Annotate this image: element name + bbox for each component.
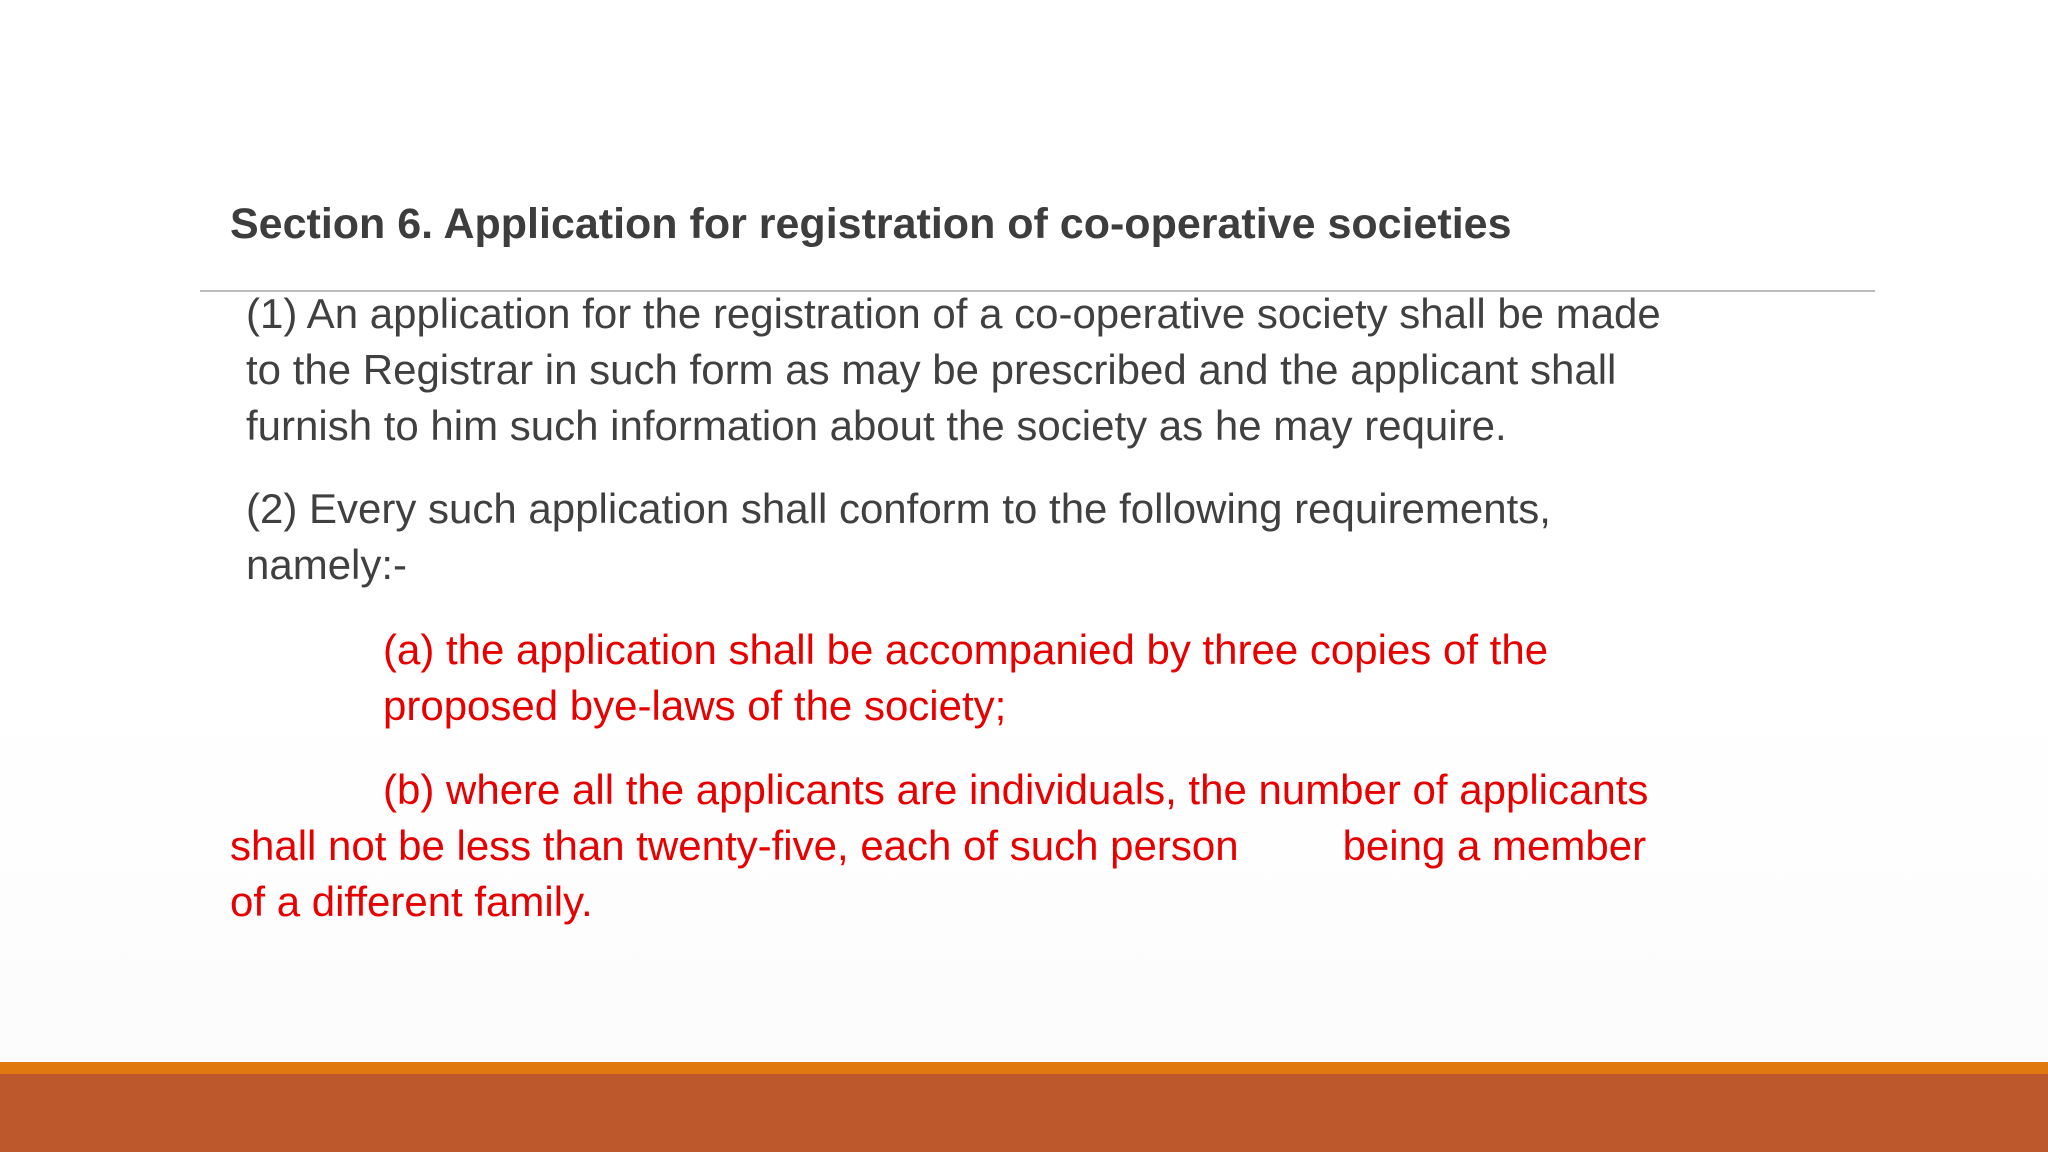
- clause-a-line-2: proposed bye-laws of the society;: [383, 682, 1007, 729]
- clause-b-line-2a: shall not be less than twenty-five, each of such person: [230, 822, 1239, 869]
- paragraph-1-line-3: furnish to him such information about the society as he may require.: [246, 402, 1507, 449]
- clause-b-line-2b: being a member: [1342, 822, 1647, 869]
- clause-a-line-1: (a) the application shall be accompanied by three copies of the: [383, 626, 1549, 673]
- slide-title: Section 6. Application for registration of co-operative societies: [230, 200, 1512, 248]
- clause-b-line-3: of a different family.: [230, 878, 593, 925]
- footer-accent-stripe: [0, 1062, 2048, 1074]
- paragraph-2-line-2: namely:-: [246, 541, 408, 588]
- clause-b: [230, 762, 1648, 930]
- footer-band: [0, 1074, 2048, 1152]
- paragraph-1: [246, 286, 1661, 454]
- clause-a: [383, 622, 1548, 734]
- paragraph-2: [246, 481, 1551, 593]
- paragraph-1-line-1: (1) An application for the registration of a co-operative society shall be made: [246, 290, 1661, 337]
- paragraph-2-line-1: (2) Every such application shall conform to the following requirements,: [246, 485, 1551, 532]
- clause-b-line-1: (b) where all the applicants are individuals, the number of applicants: [383, 766, 1649, 813]
- paragraph-1-line-2: to the Registrar in such form as may be prescribed and the applicant shall: [246, 346, 1617, 393]
